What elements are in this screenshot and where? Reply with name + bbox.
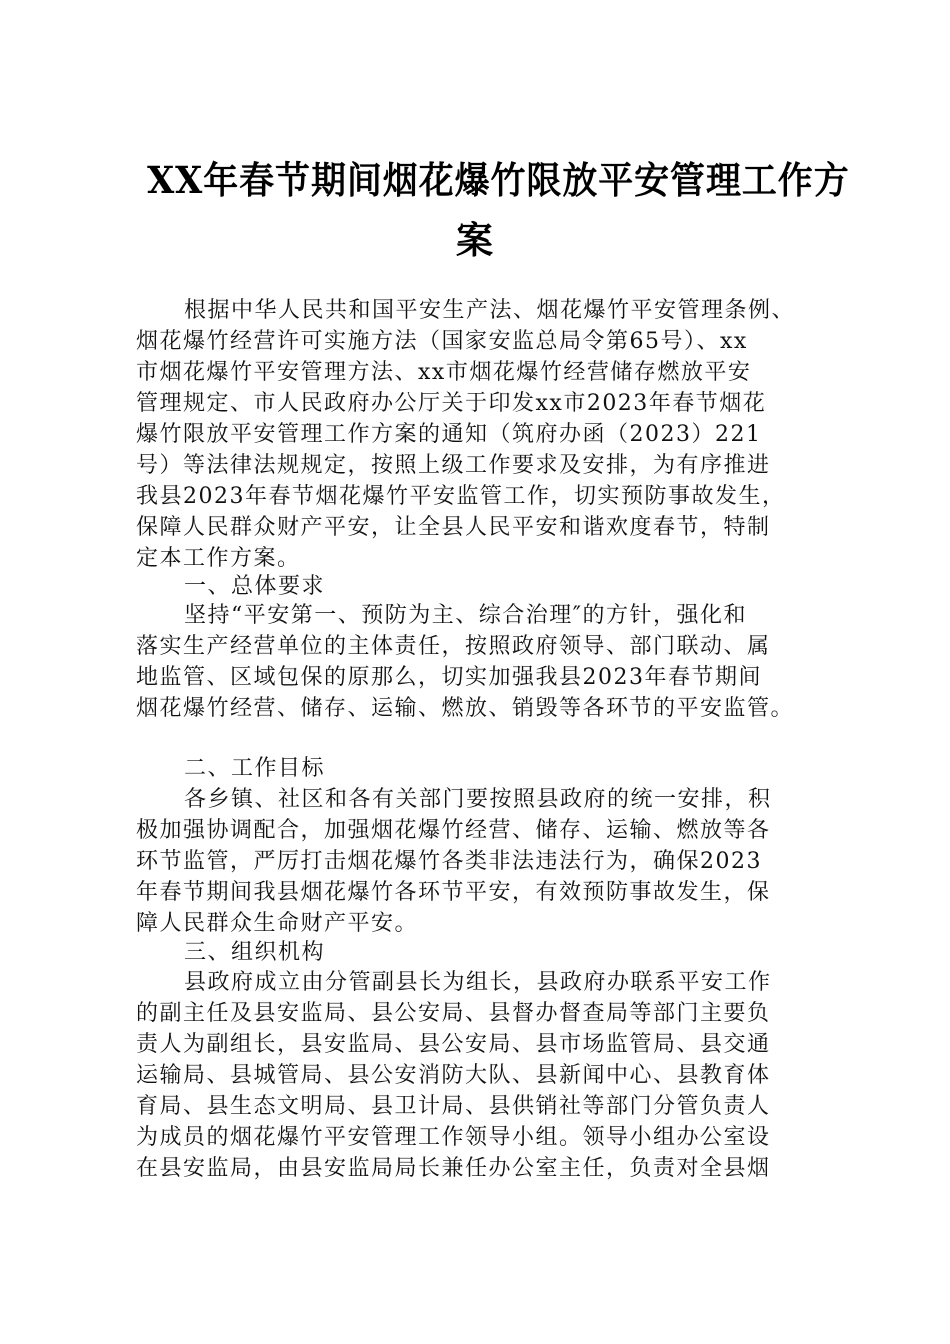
paragraph-line: 育局、县生态文明局、县卫计局、县供销社等部门分管负责人 bbox=[136, 1094, 771, 1119]
document-title-line-2: 案 bbox=[456, 218, 494, 262]
paragraph-line: 年春节期间我县烟花爆竹各环节平安，有效预防事故发生，保 bbox=[136, 880, 771, 905]
paragraph-line: 号）等法律法规规定，按照上级工作要求及安排，为有序推进 bbox=[136, 453, 771, 478]
paragraph-line: 烟花爆竹经营、储存、运输、燃放、销毁等各环节的平安监管。 bbox=[136, 696, 795, 721]
paragraph-line: 落实生产经营单位的主体责任，按照政府领导、部门联动、属 bbox=[136, 634, 771, 659]
paragraph-line: 运输局、县城管局、县公安消防大队、县新闻中心、县教育体 bbox=[136, 1063, 771, 1088]
paragraph-line: 环节监管，严厉打击烟花爆竹各类非法违法行为，确保2023 bbox=[136, 849, 762, 874]
paragraph-line: 根据中华人民共和国平安生产法、烟花爆竹平安管理条例、 bbox=[184, 298, 796, 323]
paragraph-line: 责人为副组长，县安监局、县公安局、县市场监管局、县交通 bbox=[136, 1032, 771, 1057]
paragraph-line: 坚持“平安第一、预防为主、综合治理″的方针，强化和 bbox=[184, 603, 747, 628]
paragraph-line: 极加强协调配合，加强烟花爆竹经营、储存、运输、燃放等各 bbox=[136, 818, 771, 843]
paragraph-line: 市烟花爆竹平安管理方法、xx市烟花爆竹经营储存燃放平安 bbox=[136, 360, 752, 385]
section-heading: 一、总体要求 bbox=[184, 574, 326, 599]
paragraph-line: 县政府成立由分管副县长为组长，县政府办联系平安工作 bbox=[184, 970, 772, 995]
paragraph-line: 管理规定、市人民政府办公厅关于印发xx市2023年春节烟花 bbox=[136, 391, 767, 416]
paragraph-line: 我县2023年春节烟花爆竹平安监管工作，切实预防事故发生， bbox=[136, 484, 786, 509]
section-heading: 三、组织机构 bbox=[184, 940, 326, 965]
paragraph-line: 保障人民群众财产平安，让全县人民平安和谐欢度春节，特制 bbox=[136, 515, 771, 540]
paragraph-line: 定本工作方案。 bbox=[136, 546, 301, 571]
paragraph-line: 在县安监局，由县安监局局长兼任办公室主任，负责对全县烟 bbox=[136, 1156, 771, 1181]
paragraph-line: 地监管、区域包保的原那么，切实加强我县2023年春节期间 bbox=[136, 665, 762, 690]
document-title-line-1: XX年春节期间烟花爆竹限放平安管理工作方 bbox=[147, 158, 850, 202]
paragraph-line: 障人民群众生命财产平安。 bbox=[136, 911, 419, 936]
paragraph-line: 烟花爆竹经营许可实施方法（国家安监总局令第65号）、xx bbox=[136, 329, 748, 354]
section-heading: 二、工作目标 bbox=[184, 756, 326, 781]
paragraph-line: 爆竹限放平安管理工作方案的通知（筑府办函（2023）221 bbox=[136, 422, 762, 447]
paragraph-line: 各乡镇、社区和各有关部门要按照县政府的统一安排，积 bbox=[184, 787, 772, 812]
paragraph-line: 的副主任及县安监局、县公安局、县督办督查局等部门主要负 bbox=[136, 1001, 771, 1026]
paragraph-line: 为成员的烟花爆竹平安管理工作领导小组。领导小组办公室设 bbox=[136, 1125, 771, 1150]
